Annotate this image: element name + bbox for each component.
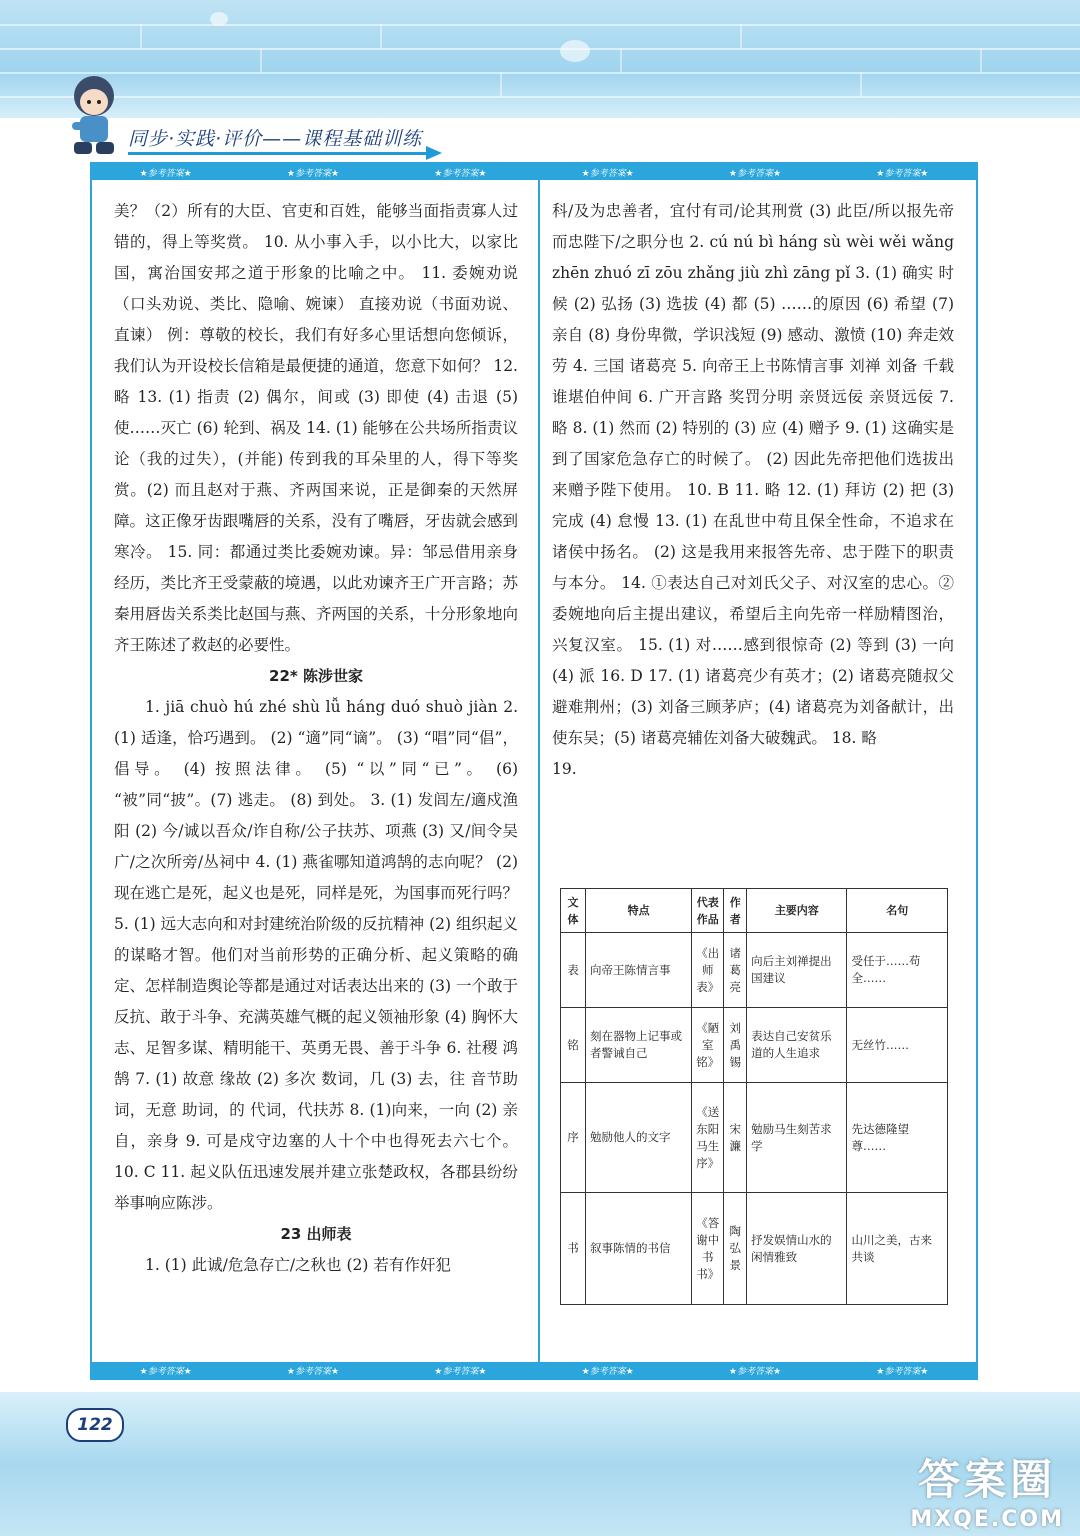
table-cell: 表 — [561, 933, 586, 1008]
banner-label: ★参考答案★ — [286, 168, 340, 179]
banner-label: ★参考答案★ — [139, 1366, 192, 1377]
table-header-cell: 文体 — [561, 889, 586, 933]
table-cell: 勉励他人的文字 — [585, 1083, 691, 1193]
table-cell: 向后主刘禅提出国建议 — [747, 933, 847, 1008]
table-row — [561, 1008, 948, 1083]
table-cell: 陶弘景 — [724, 1193, 747, 1305]
table-cell: 向帝王陈情言事 — [585, 933, 691, 1008]
table-row — [561, 1193, 948, 1305]
table-cell: 《陋室铭》 — [692, 1008, 724, 1083]
answer-paragraph: 1. jiā chuò hú zhé shù lǚ háng duó shuò jiàn 2. (1) 适逢，恰巧遇到。 (2) “適”同“谪”。 (3) “唱”同“倡”，倡导。 (4) 按照法律。 (5) “以”同“已”。 (6) “被”同“披”。(7) 逃走。 (8) 到处。 3. (1) 发闾左/適戍渔阳 (2) 今/诚以吾众/诈自称/公子扶苏、项燕 (3) 又/间令吴广/之次所旁/丛祠中 4. (1) 燕雀哪知道鸿鹄的志向呢？ (2) 现在逃亡是死，起义也是死，同样是死，为国事而死行吗？ 5. (1) 远大志向和对封建统治阶级的反抗精神 (2) 组织起义的谋略才智。他们对当前形势的正确分析、起义策略的确定、怎样制造舆论等都是通过对话表达出来的 (3) 一个敢于反抗、敢于斗争、充满英雄气概的起义领袖形象 (4) 胸怀大志、足智多谋、精明能干、英勇无畏、善于斗争 6. 社稷 鸿鹄 7. (1) 故意 缘故 (2) 多次 数词，几 (3) 去，往 音节助词，无意 助词，的 代词，代扶苏 8. (1)向来，一向 (2) 亲自，亲身 9. 可是戍守边塞的人十个中也得死去六七个。 10. C 11. 起义队伍迅速发展并建立张楚政权，各郡县纷纷举事响应陈涉。 — [114, 698, 518, 1212]
table-cell: 无丝竹…… — [847, 1008, 948, 1083]
mascot-illustration — [64, 70, 126, 158]
watermark-sub: MXQE.COM — [910, 1507, 1064, 1532]
column-divider — [538, 180, 540, 1364]
answer-paragraph: 美？（2）所有的大臣、官吏和百姓，能够当面指责寡人过错的，得上等奖赏。 10. 从小事入手，以小比大，以家比国，寓治国安邦之道于形象的比喻之中。 11. 委婉劝说（口头劝说、类比、隐喻、婉谏） 直接劝说（书面劝说、直谏） 例：尊敬的校长，我们有好多心里话想向您倾诉，我们认为开设校长信箱是最便捷的通道，您意下如何？ 12. 略 13. (1) 指责 (2) 偶尔，间或 (3) 即使 (4) 击退 (5) 使……灭亡 (6) 轮到、祸及 14. (1) 能够在公共场所指责议论（我的过失），(并能) 传到我的耳朵里的人，得下等奖赏。(2) 而且赵对于燕、齐两国来说，正是御秦的天然屏障。这正像牙齿跟嘴唇的关系，没有了嘴唇，牙齿就会感到寒冷。 15. 同：都通过类比委婉劝谏。异：邹忌借用亲身经历，类比齐王受蒙蔽的境遇，以此劝谏齐王广开言路；苏秦用唇齿关系类比赵国与燕、齐两国的关系，十分形象地向齐王陈述了救赵的必要性。 — [114, 202, 518, 654]
table-cell: 宋濂 — [724, 1083, 747, 1193]
table-cell: 表达自己安贫乐道的人生追求 — [747, 1008, 847, 1083]
table-header-cell: 主要内容 — [747, 889, 847, 933]
table-cell: 书 — [561, 1193, 586, 1305]
table-row — [561, 1083, 948, 1193]
answer-paragraph: 1. (1) 此诚/危急存亡/之秋也 (2) 若有作奸犯 — [145, 1256, 451, 1274]
banner-label: ★参考答案★ — [728, 168, 782, 179]
genre-table — [560, 888, 948, 1305]
top-decorative-band — [0, 0, 1080, 120]
banner-label: ★参考答案★ — [434, 1366, 487, 1377]
table-cell: 先达德隆望尊…… — [847, 1083, 948, 1193]
banner-label: ★参考答案★ — [581, 168, 634, 179]
bottom-decorative-band — [0, 1392, 1080, 1536]
page-number: 122 — [66, 1408, 124, 1442]
frame-bottom-bar — [92, 1362, 976, 1378]
table-cell: 叙事陈情的书信 — [585, 1193, 691, 1305]
banner-label: ★参考答案★ — [581, 1366, 634, 1377]
section-heading: 23 出师表 — [280, 1225, 352, 1243]
banner-label: ★参考答案★ — [434, 168, 487, 179]
table-cell: 刻在器物上记事或者警诫自己 — [585, 1008, 691, 1083]
arrow-icon — [426, 146, 442, 160]
section-heading: 22* 陈涉世家 — [269, 667, 363, 685]
table-header-cell: 名句 — [847, 889, 948, 933]
table-cell: 勉励马生刻苦求学 — [747, 1083, 847, 1193]
table-cell: 《出师表》 — [692, 933, 724, 1008]
table-cell: 诸葛亮 — [724, 933, 747, 1008]
question-number: 19. — [552, 760, 577, 778]
banner-label: ★参考答案★ — [139, 168, 192, 179]
banner-label: ★参考答案★ — [876, 168, 929, 179]
table-cell: 受任于……苟全…… — [847, 933, 948, 1008]
right-column — [552, 196, 954, 785]
frame-top-bar — [92, 164, 976, 180]
left-column — [114, 196, 518, 1281]
table-cell: 山川之美，古来共谈 — [847, 1193, 948, 1305]
table-cell: 铭 — [561, 1008, 586, 1083]
banner-label: ★参考答案★ — [728, 1366, 782, 1377]
banner-label: ★参考答案★ — [286, 1366, 340, 1377]
answer-paragraph: 科/及为忠善者，宜付有司/论其刑赏 (3) 此臣/所以报先帝而忠陛下/之职分也 2. cú nú bì háng sù wèi wěi wǎng zhēn zhuó zī zōu zhǎng jiù zhì zāng pǐ 3. (1) 确实 时候 (2) 弘扬 (3) 选拔 (4) 都 (5) ……的原因 (6) 希望 (7) 亲自 (8) 身份卑微，学识浅短 (9) 感动、激愤 (10) 奔走效劳 4. 三国 诸葛亮 5. 向帝王上书陈情言事 刘禅 刘备 千载谁堪伯仲间 6. 广开言路 奖罚分明 亲贤远佞 亲贤远佞 7. 略 8. (1) 然而 (2) 特别的 (3) 应 (4) 赠予 9. (1) 这确实是到了国家危急存亡的时候了。 (2) 因此先帝把他们选拔出来赠予陛下使用。 10. B 11. 略 12. (1) 拜访 (2) 把 (3) 完成 (4) 怠慢 13. (1) 在乱世中苟且保全性命，不追求在诸侯中扬名。 (2) 这是我用来报答先帝、忠于陛下的职责与本分。 14. ①表达自己对刘氏父子、对汉室的忠心。②委婉地向后主提出建议，希望后主向先帝一样励精图治，兴复汉室。 15. (1) 对……感到很惊奇 (2) 等到 (3) 一向 (4) 派 16. D 17. (1) 诸葛亮少有英才；(2) 诸葛亮随叔父避难荆州；(3) 刘备三顾茅庐；(4) 诸葛亮为刘备献计，出使东吴；(5) 诸葛亮辅佐刘备大破魏武。 18. 略 — [552, 202, 954, 747]
site-watermark — [910, 1447, 1064, 1532]
table-cell: 《答谢中书书》 — [692, 1193, 724, 1305]
header-underline — [128, 152, 428, 155]
watermark-main: 答案圈 — [918, 1455, 1057, 1504]
table-header-cell: 代表作品 — [692, 889, 724, 933]
banner-label: ★参考答案★ — [876, 1366, 929, 1377]
table-header-cell: 作者 — [724, 889, 747, 933]
table-header-cell: 特点 — [585, 889, 691, 933]
table-cell: 《送东阳马生序》 — [692, 1083, 724, 1193]
table-cell: 刘禹锡 — [724, 1008, 747, 1083]
header-title: 同步·实践·评价——课程基础训练 — [128, 128, 423, 150]
table-cell: 序 — [561, 1083, 586, 1193]
table-header-row — [561, 889, 948, 933]
table-row — [561, 933, 948, 1008]
table-cell: 抒发娱情山水的闲情雅致 — [747, 1193, 847, 1305]
